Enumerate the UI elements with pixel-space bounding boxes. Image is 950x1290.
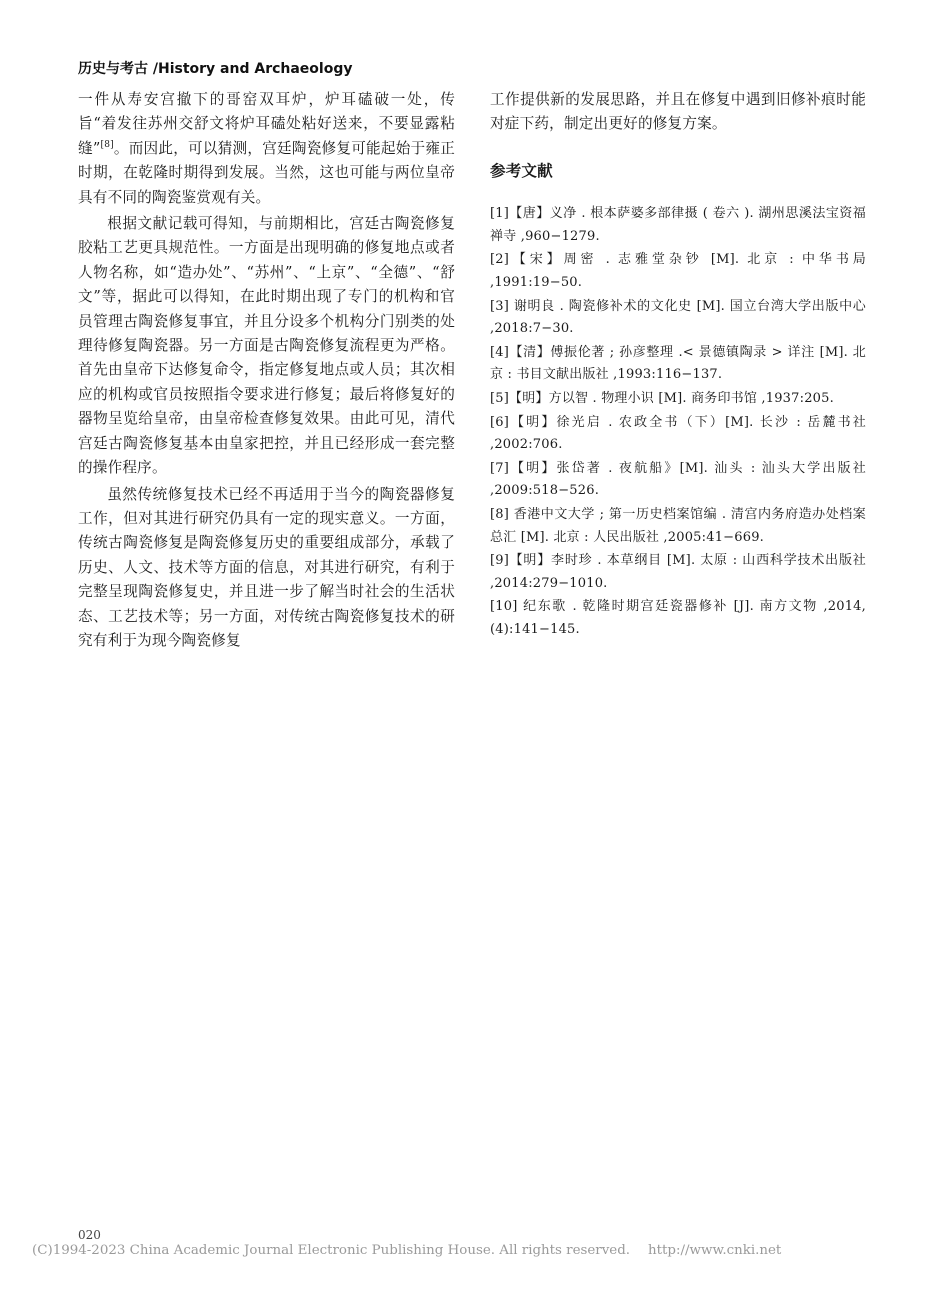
reference-item: [8] 香港中文大学 ; 第一历史档案馆编 . 清宫内务府造办处档案总汇 [M]. 北京 : 人民出版社 ,2005:41−669. <box>490 506 866 545</box>
left-paragraph-1-text: 一件从寿安宫撤下的哥窑双耳炉，炉耳磕破一处，传旨“着发往苏州交舒文将炉耳磕处粘好送来，不要显露粘缝” <box>78 91 455 157</box>
right-paragraph-1: 工作提供新的发展思路，并且在修复中遇到旧修补痕时能对症下药，制定出更好的修复方案。 <box>490 91 866 133</box>
cnki-link[interactable]: http://www.cnki.net <box>648 1243 782 1258</box>
left-paragraph-1-continued: 。而因此，可以猜测，宫廷陶瓷修复可能起始于雍正时期，在乾隆时期得到发展。当然，这也可能与两位皇帝具有不同的陶瓷鉴赏观有关。 <box>78 139 455 206</box>
left-paragraph-2: 根据文献记载可得知，与前期相比，宫廷古陶瓷修复胶粘工艺更具规范性。一方面是出现明确的修复地点或者人物名称，如“造办处”、“苏州”、“上京”、“全德”、“舒文”等，据此可以得知，在此时期出现了专门的机构和官员管理古陶瓷修复事宜，并且分设多个机构分门别类的处理待修复陶瓷器。另一方面是古陶瓷修复流程更为严格。首先由皇帝下达修复命令，指定修复地点或人员；其次相应的机构或官员按照指令要求进行修复；最后将修复好的器物呈览给皇帝，由皇帝检查修复效果。由此可见，清代宫廷古陶瓷修复基本由皇家把控，并且已经形成一套完整的操作程序。 <box>78 215 455 477</box>
citation-8[interactable]: [8] <box>100 139 114 150</box>
reference-item: [7]【明】张岱著 . 夜航船》[M]. 汕头 : 汕头大学出版社 ,2009:518−526. <box>490 460 866 499</box>
reference-item: [9]【明】李时珍 . 本草纲目 [M]. 太原 : 山西科学技术出版社 ,2014:279−1010. <box>490 553 866 591</box>
reference-item: [10] 纪东歌 . 乾隆时期宫廷瓷器修补 [J]. 南方文物 ,2014,(4):141−145. <box>490 599 866 637</box>
reference-item: [3] 谢明良 . 陶瓷修补术的文化史 [M]. 国立台湾大学出版中心 ,2018:7−30. <box>490 298 866 337</box>
reference-item: [2]【宋】周密 . 志雅堂杂钞 [M]. 北京 : 中华书局 ,1991:19−50. <box>490 252 866 290</box>
reference-item: [4]【清】傅振伦著 ; 孙彦整理 .< 景德镇陶录 > 详注 [M]. 北京 : 书目文献出版社 ,1993:116−137. <box>490 344 866 383</box>
page-number: 020 <box>78 1228 101 1242</box>
reference-list <box>490 203 866 641</box>
reference-item: [1]【唐】义净 . 根本萨婆多部律摄 ( 卷六 ). 湖州思溪法宝资福禅寺 ,960−1279. <box>490 206 866 244</box>
left-paragraph-3: 虽然传统修复技术已经不再适用于当今的陶瓷器修复工作，但对其进行研究仍具有一定的现实意义。一方面，传统古陶瓷修复是陶瓷修复历史的重要组成部分，承载了历史、人文、技术等方面的信息，对其进行研究，有利于完整呈现陶瓷修复史，并且进一步了解当时社会的生活状态、工艺技术等；另一方面，对传统古陶瓷修复技术的研究有利于为现今陶瓷修复 <box>78 485 455 649</box>
reference-item: [5]【明】方以智 . 物理小识 [M]. 商务印书馆 ,1937:205. <box>490 390 834 406</box>
references-heading: 参考文献 <box>490 161 553 180</box>
reference-item: [6]【明】徐光启 . 农政全书（下）[M]. 长沙 : 岳麓书社 ,2002:706. <box>490 414 866 453</box>
left-column <box>78 88 455 655</box>
left-paragraph-1 <box>78 88 455 210</box>
journal-header: 历史与考古 /History and Archaeology <box>78 61 353 77</box>
copyright-text: (C)1994-2023 China Academic Journal Electronic Publishing House. All rights reserved. <box>32 1243 631 1258</box>
right-column <box>490 88 866 643</box>
copyright-footer <box>32 1243 781 1258</box>
